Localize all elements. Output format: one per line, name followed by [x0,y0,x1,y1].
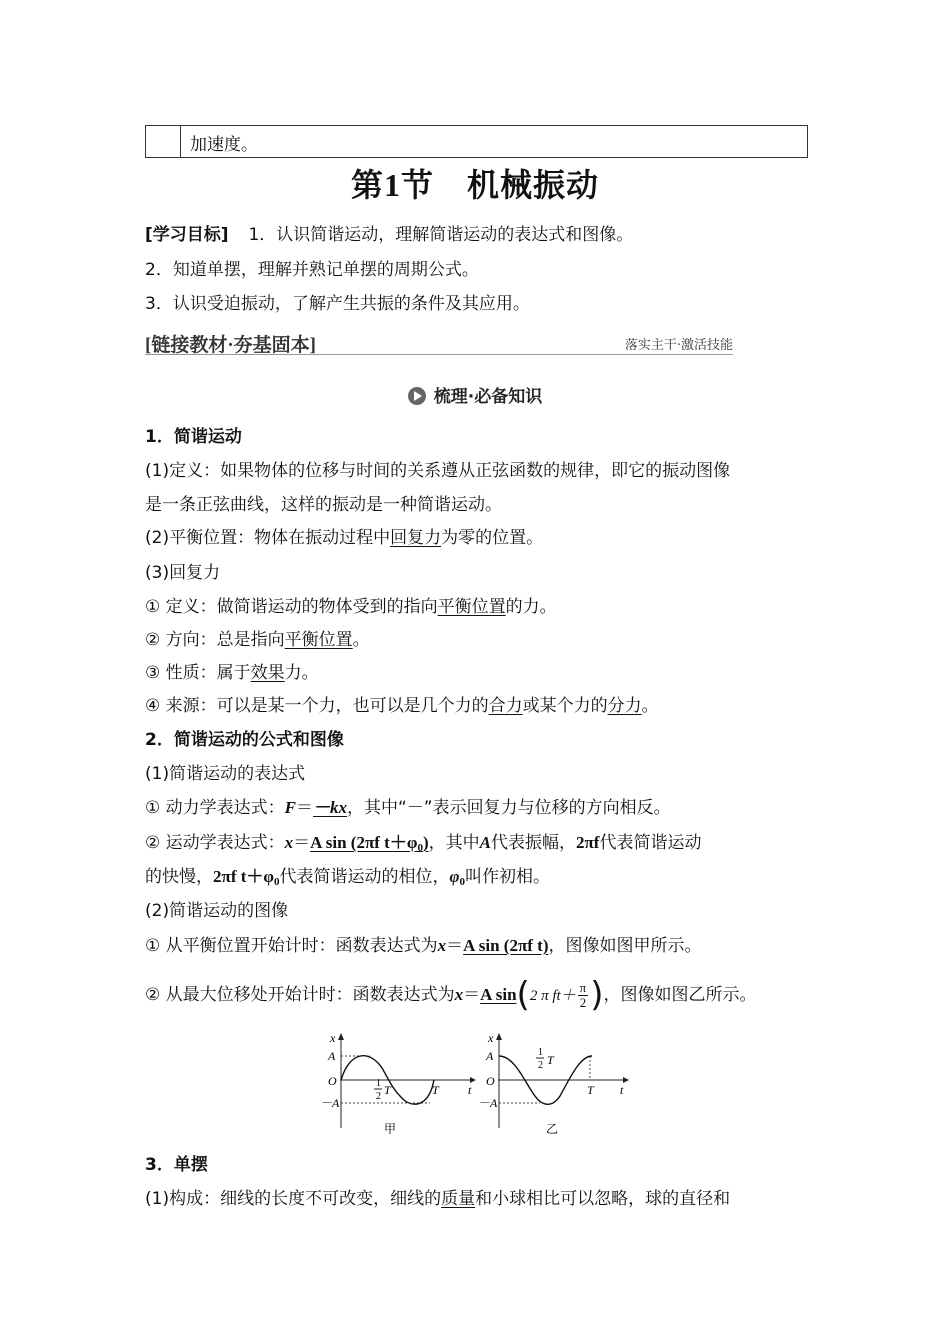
text: ② 运动学表达式： [145,833,285,853]
text: ＝ [293,833,311,853]
s1-equilibrium [145,527,543,549]
blank-answer: 平衡位置 [284,630,353,650]
text: 的快慢， [145,867,213,887]
s1-def-b: 是一条正弦曲线，这样的振动是一种简谐运动。 [145,495,502,515]
text: ① 从平衡位置开始计时：函数表达式为 [145,936,438,956]
half-num: 1 [376,1078,381,1089]
half-den: 2 [538,1060,543,1071]
s2-kinematic-cont [145,866,550,893]
blank-answer: 平衡位置 [437,597,506,617]
symbol: φ [449,867,460,886]
formula: 2πf t＋φ [213,867,274,886]
text: 。 [641,696,659,716]
blank-answer: 合力 [488,696,523,716]
s1-rf-2 [145,629,370,651]
text: 或某个力的 [522,696,608,716]
text: (1)构成：细线的长度不可改变，细线的 [145,1189,442,1209]
formula: A sin (2πf t＋φ [310,833,418,852]
s1-restoring-force: (3)回复力 [145,563,221,583]
text: 代表简谐运动的相位， [279,867,450,887]
caption-yi: 乙 [546,1122,559,1136]
text: 力。 [284,663,319,683]
s1-def-a: (1)定义：如果物体的位移与时间的关系遵从正弦函数的规律，即它的振动图像 [145,461,731,481]
symbol: x [454,985,464,1004]
banner-left: [链接教材·夯基固本] [145,335,316,356]
text: ＝ [296,798,313,818]
numerator: π [579,979,587,995]
figure-yi [478,1031,629,1136]
top-table-row [145,125,808,158]
axis-arrow-icon [338,1033,344,1040]
s3-composition [145,1188,730,1210]
subscript: 0 [274,876,280,888]
symbol: A [479,833,491,852]
figure-jia [320,1031,476,1136]
blank-answer: 效果 [250,663,285,683]
text: ，其中“－”表示回复力与位移的方向相反。 [347,798,671,818]
section-banner [145,330,733,355]
origin-label: O [328,1074,337,1088]
text: 的力。 [505,597,557,617]
axis-arrow-icon [496,1033,502,1040]
text: ② 方向：总是指向 [145,630,285,650]
s2-kinematic [145,832,701,859]
formula: 2 π ft＋ [529,988,576,1004]
axis-arrow-icon [623,1077,629,1083]
symbol: F [284,798,296,817]
half-den: 2 [376,1091,381,1102]
T-label: T [432,1083,439,1097]
text: ① 动力学表达式： [145,798,285,818]
table-cell-text: 加速度。 [190,135,258,155]
s2-graph-2 [145,975,757,1016]
blank-answer: 回复力 [390,528,442,548]
text: ，图像如图甲所示。 [548,936,702,956]
half-T: T [384,1083,391,1097]
s3-heading: 3．单摆 [145,1155,208,1175]
subheading-text: 梳理·必备知识 [433,387,543,407]
T-label: T [587,1083,594,1097]
text: ，其中 [428,833,480,853]
half-num: 1 [538,1047,543,1058]
text: ④ 来源：可以是某一个力，也可以是几个力的 [145,696,489,716]
blank-answer: －kx [313,798,347,817]
origin-label: O [486,1074,495,1088]
x-label: x [330,1031,336,1045]
banner-right: 落实主干·激活技能 [624,338,733,353]
neg-amp-label: －A [320,1096,340,1110]
goal-3: 3．认识受迫振动，了解产生共振的条件及其应用。 [145,294,530,314]
subscript: 0 [417,842,423,854]
s2-graph-1 [145,935,702,957]
text: ③ 性质：属于 [145,663,251,683]
caption-jia: 甲 [384,1122,397,1136]
blank-answer: A sin [480,985,517,1004]
subheading [0,382,950,407]
amp-label: A [328,1049,336,1063]
goal-2: 2．知道单摆，理解并熟记单摆的周期公式。 [145,260,479,280]
text: 叫作初相。 [464,867,550,887]
goal-line-1 [145,224,633,246]
blank-answer: A sin (2πf t) [463,936,549,955]
text: 代表振幅， [490,833,576,853]
play-circle-icon [408,387,426,405]
s1-rf-4 [145,695,659,717]
amp-label: A [486,1049,494,1063]
text: 。 [352,630,370,650]
text: 代表简谐运动 [599,833,702,853]
formula: ) [422,833,429,852]
text: 为零的位置。 [441,528,544,548]
s2-heading: 2．简谐运动的公式和图像 [145,730,344,750]
text: ＝ [446,936,464,956]
t-label: t [468,1083,472,1097]
text: ，图像如图乙所示。 [603,985,757,1005]
symbol: x [284,833,294,852]
oscillation-figures [310,1028,640,1138]
t-label: t [620,1083,624,1097]
s2-dynamic [145,797,671,819]
denominator: 2 [579,994,587,1010]
table-cell-empty [146,126,181,157]
symbol: 2πf [575,833,600,852]
neg-amp-label: －A [478,1096,498,1110]
goal-1: 1．认识简谐运动，理解简谐运动的表达式和图像。 [248,225,634,245]
goals-label: [学习目标] [145,225,229,245]
x-label: x [488,1031,494,1045]
text: 和小球相比可以忽略，球的直径和 [475,1189,731,1209]
symbol: x [437,936,447,955]
s2-graph: (2)简谐运动的图像 [145,901,289,921]
fraction [578,981,589,1010]
text: ＝ [463,985,481,1005]
blank-answer [310,833,428,852]
blank-answer: 分力 [607,696,642,716]
half-T: T [547,1053,554,1067]
paren: ( [516,975,530,1015]
paren: ) [590,975,604,1015]
text: ② 从最大位移处开始计时：函数表达式为 [145,985,455,1005]
s2-expr: (1)简谐运动的表达式 [145,764,306,784]
s1-heading: 1．简谐运动 [145,427,242,447]
blank-answer: 质量 [441,1189,476,1209]
s1-rf-1 [145,596,557,618]
text: (2)平衡位置：物体在振动过程中 [145,528,391,548]
text: ① 定义：做简谐运动的物体受到的指向 [145,597,438,617]
s1-rf-3 [145,662,319,684]
subscript: 0 [459,876,465,888]
section-title: 第1节 机械振动 [350,167,599,203]
